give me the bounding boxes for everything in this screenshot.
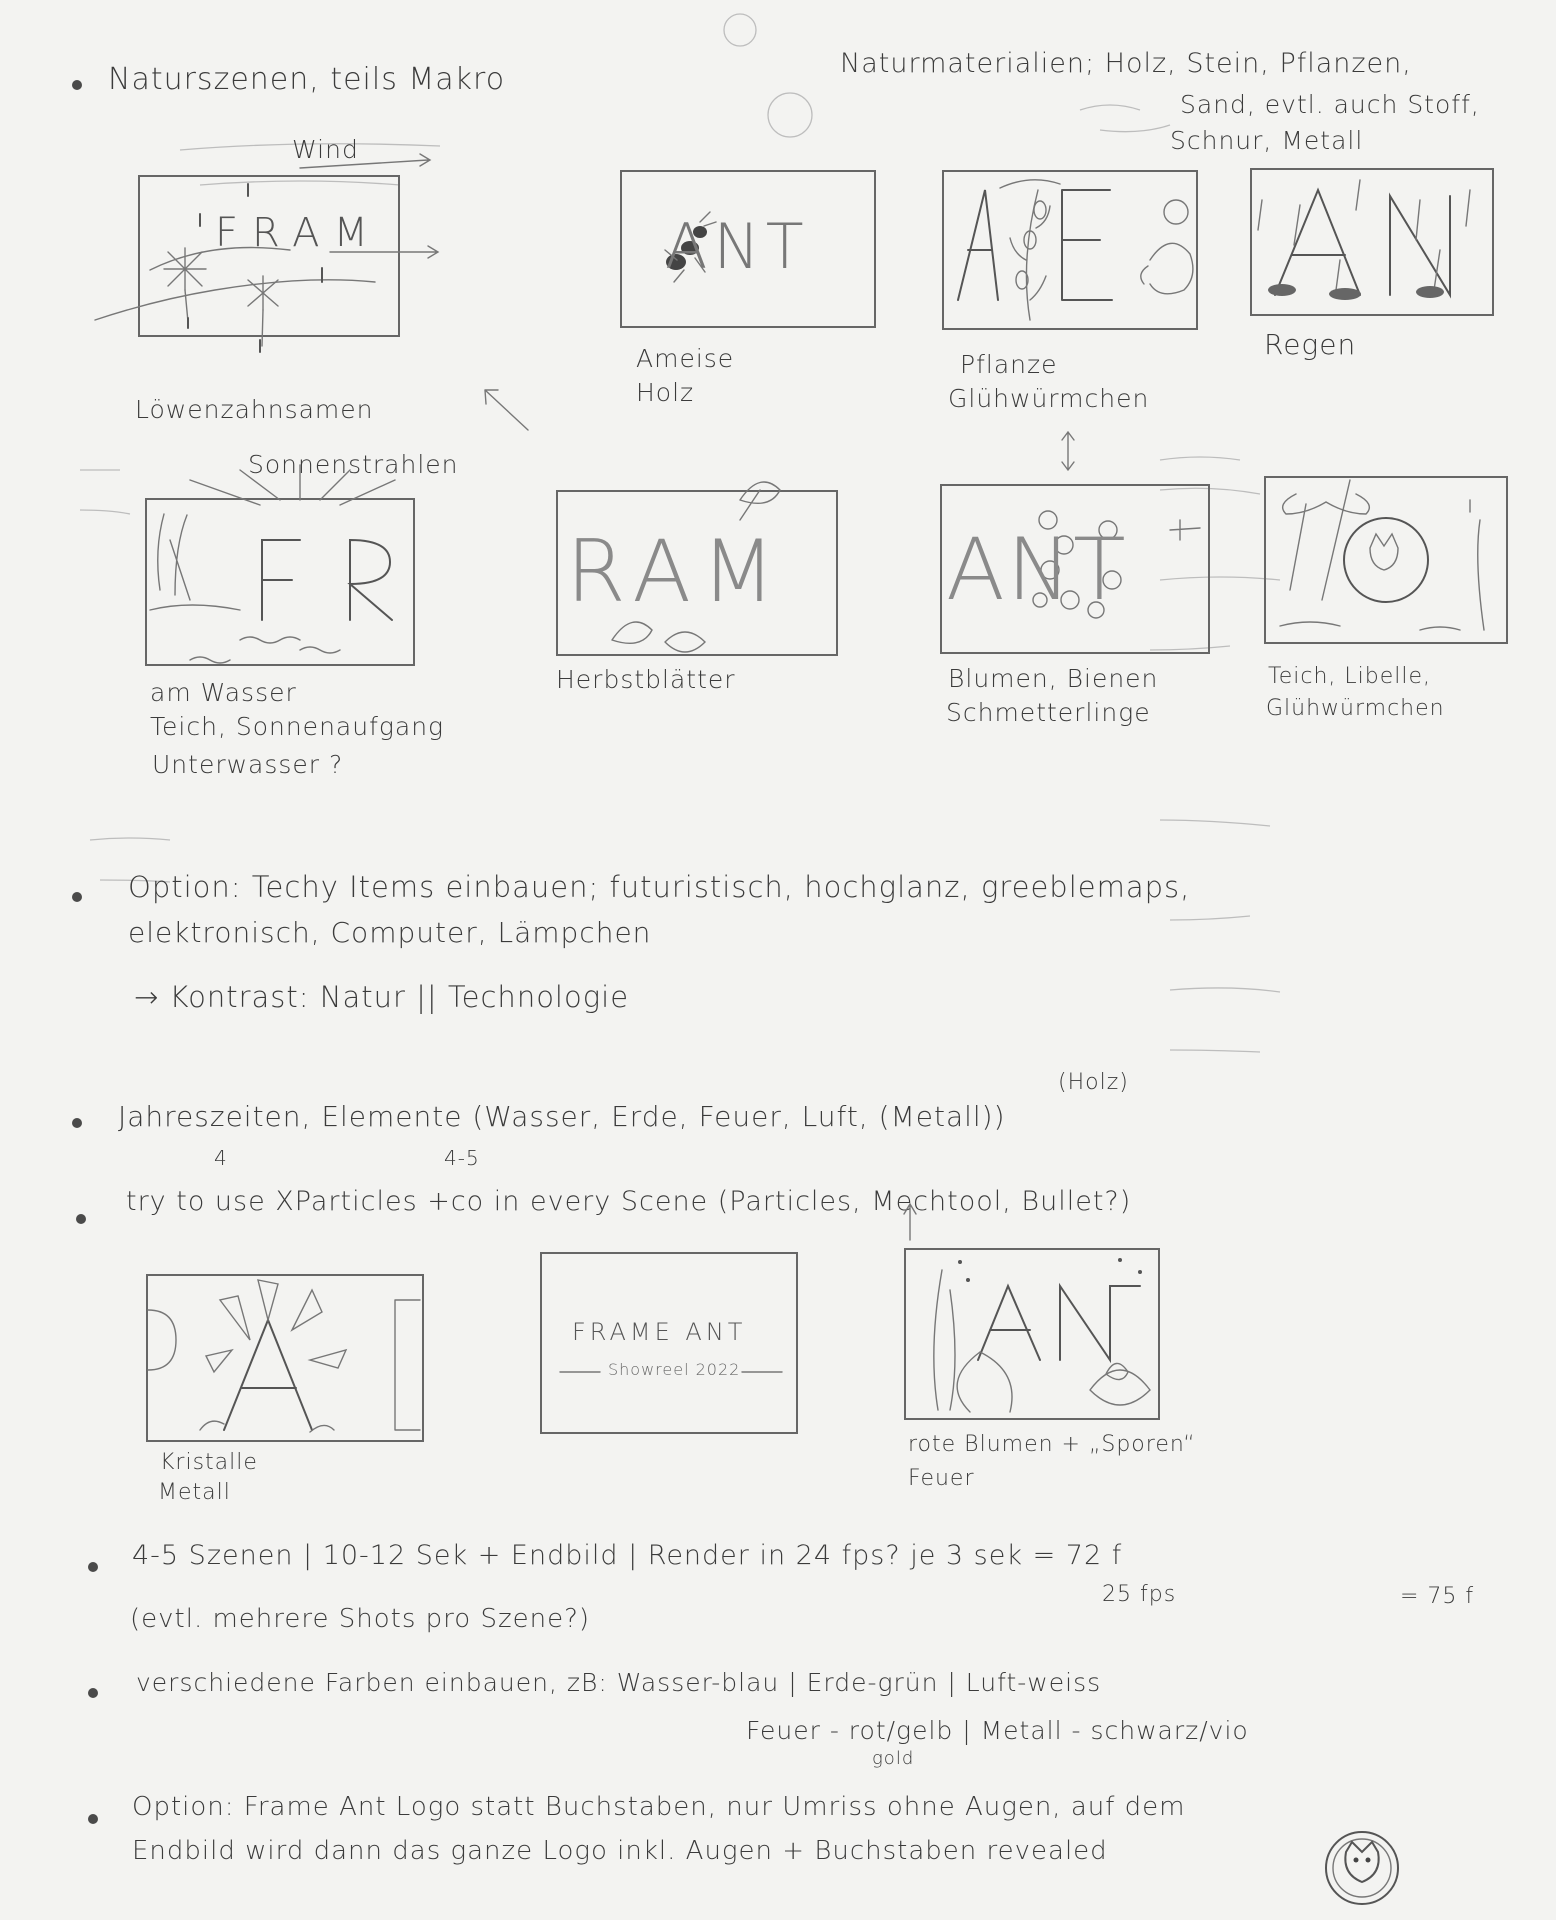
caption-pond-2: Glühwürmchen <box>1266 696 1445 721</box>
option-techy-line-1: Option: Techy Items einbauen; futuristisch, hochglanz, greeblemaps, <box>128 870 1191 904</box>
caption-water-2: Teich, Sonnenaufgang <box>150 712 445 741</box>
caption-pond-1: Teich, Libelle, <box>1268 664 1431 689</box>
logo-option-line-2: Endbild wird dann das ganze Logo inkl. Augen + Buchstaben revealed <box>132 1836 1108 1866</box>
caption-crystals-2: Metall <box>158 1480 231 1505</box>
caption-water-3: Unterwasser ? <box>152 750 344 779</box>
colors-gold-note: gold <box>872 1748 915 1769</box>
colors-line-1: verschiedene Farben einbauen, zB: Wasser-blau | Erde-grün | Luft-weiss <box>136 1668 1102 1697</box>
logo-option-line-1: Option: Frame Ant Logo statt Buchstaben, nur Umriss ohne Augen, auf dem <box>132 1792 1186 1822</box>
materials-line-3: Schnur, Metall <box>1170 126 1364 155</box>
bullet-nature-scenes: Naturszenen, teils Makro <box>108 62 506 97</box>
xparticles-line: try to use XParticles +co in every Scene (Particles, Mechtool, Bullet?) <box>126 1186 1132 1217</box>
caption-autumn: Herbstblätter <box>556 665 736 694</box>
caption-fire-2: Feuer <box>908 1466 975 1491</box>
option-techy-line-2: elektronisch, Computer, Lämpchen <box>128 916 652 949</box>
flowers-letters: ANT <box>946 520 1128 620</box>
dandelion-letters: FRAM <box>215 210 383 256</box>
caption-fire-1: rote Blumen + „Sporen“ <box>908 1432 1196 1457</box>
caption-water-1: am Wasser <box>150 678 297 707</box>
caption-ant-2: Holz <box>636 378 695 407</box>
caption-plant-1: Pflanze <box>960 350 1058 379</box>
caption-plant-2: Glühwürmchen <box>948 384 1150 413</box>
option-techy-line-3: → Kontrast: Natur || Technologie <box>134 980 630 1014</box>
endcard-subtitle: Showreel 2022 <box>608 1360 741 1379</box>
colors-line-2: Feuer - rot/gelb | Metall - schwarz/vio <box>746 1716 1249 1745</box>
multiple-shots-line: (evtl. mehrere Shots pro Szene?) <box>130 1604 591 1634</box>
frames-alt: = 75 f <box>1400 1584 1475 1609</box>
autumn-letters: RAM <box>566 522 786 622</box>
caption-ant-1: Ameise <box>636 344 735 373</box>
holz-note: (Holz) <box>1058 1070 1129 1095</box>
wind-label: Wind <box>292 135 359 164</box>
caption-flowers-2: Schmetterlinge <box>946 698 1151 727</box>
caption-rain: Regen <box>1264 328 1357 361</box>
seasons-count: 4 <box>214 1146 228 1170</box>
caption-crystals-1: Kristalle <box>160 1450 258 1475</box>
sun-rays-label: Sonnenstrahlen <box>248 450 459 479</box>
elements-count: 4-5 <box>444 1146 480 1170</box>
fps-alt: 25 fps <box>1102 1582 1177 1607</box>
caption-dandelion: Löwenzahnsamen <box>135 395 374 424</box>
ant-letters: ANT <box>665 210 810 283</box>
materials-line-2: Sand, evtl. auch Stoff, <box>1180 90 1480 119</box>
scenes-timing-line: 4-5 Szenen | 10-12 Sek + Endbild | Render in 24 fps? je 3 sek = 72 f <box>132 1540 1123 1571</box>
caption-flowers-1: Blumen, Bienen <box>948 664 1159 693</box>
seasons-elements-line: Jahreszeiten, Elemente (Wasser, Erde, Feuer, Luft, (Metall)) <box>118 1100 1006 1133</box>
endcard-title: FRAME ANT <box>572 1318 747 1346</box>
materials-line-1: Naturmaterialien; Holz, Stein, Pflanzen, <box>840 48 1412 79</box>
